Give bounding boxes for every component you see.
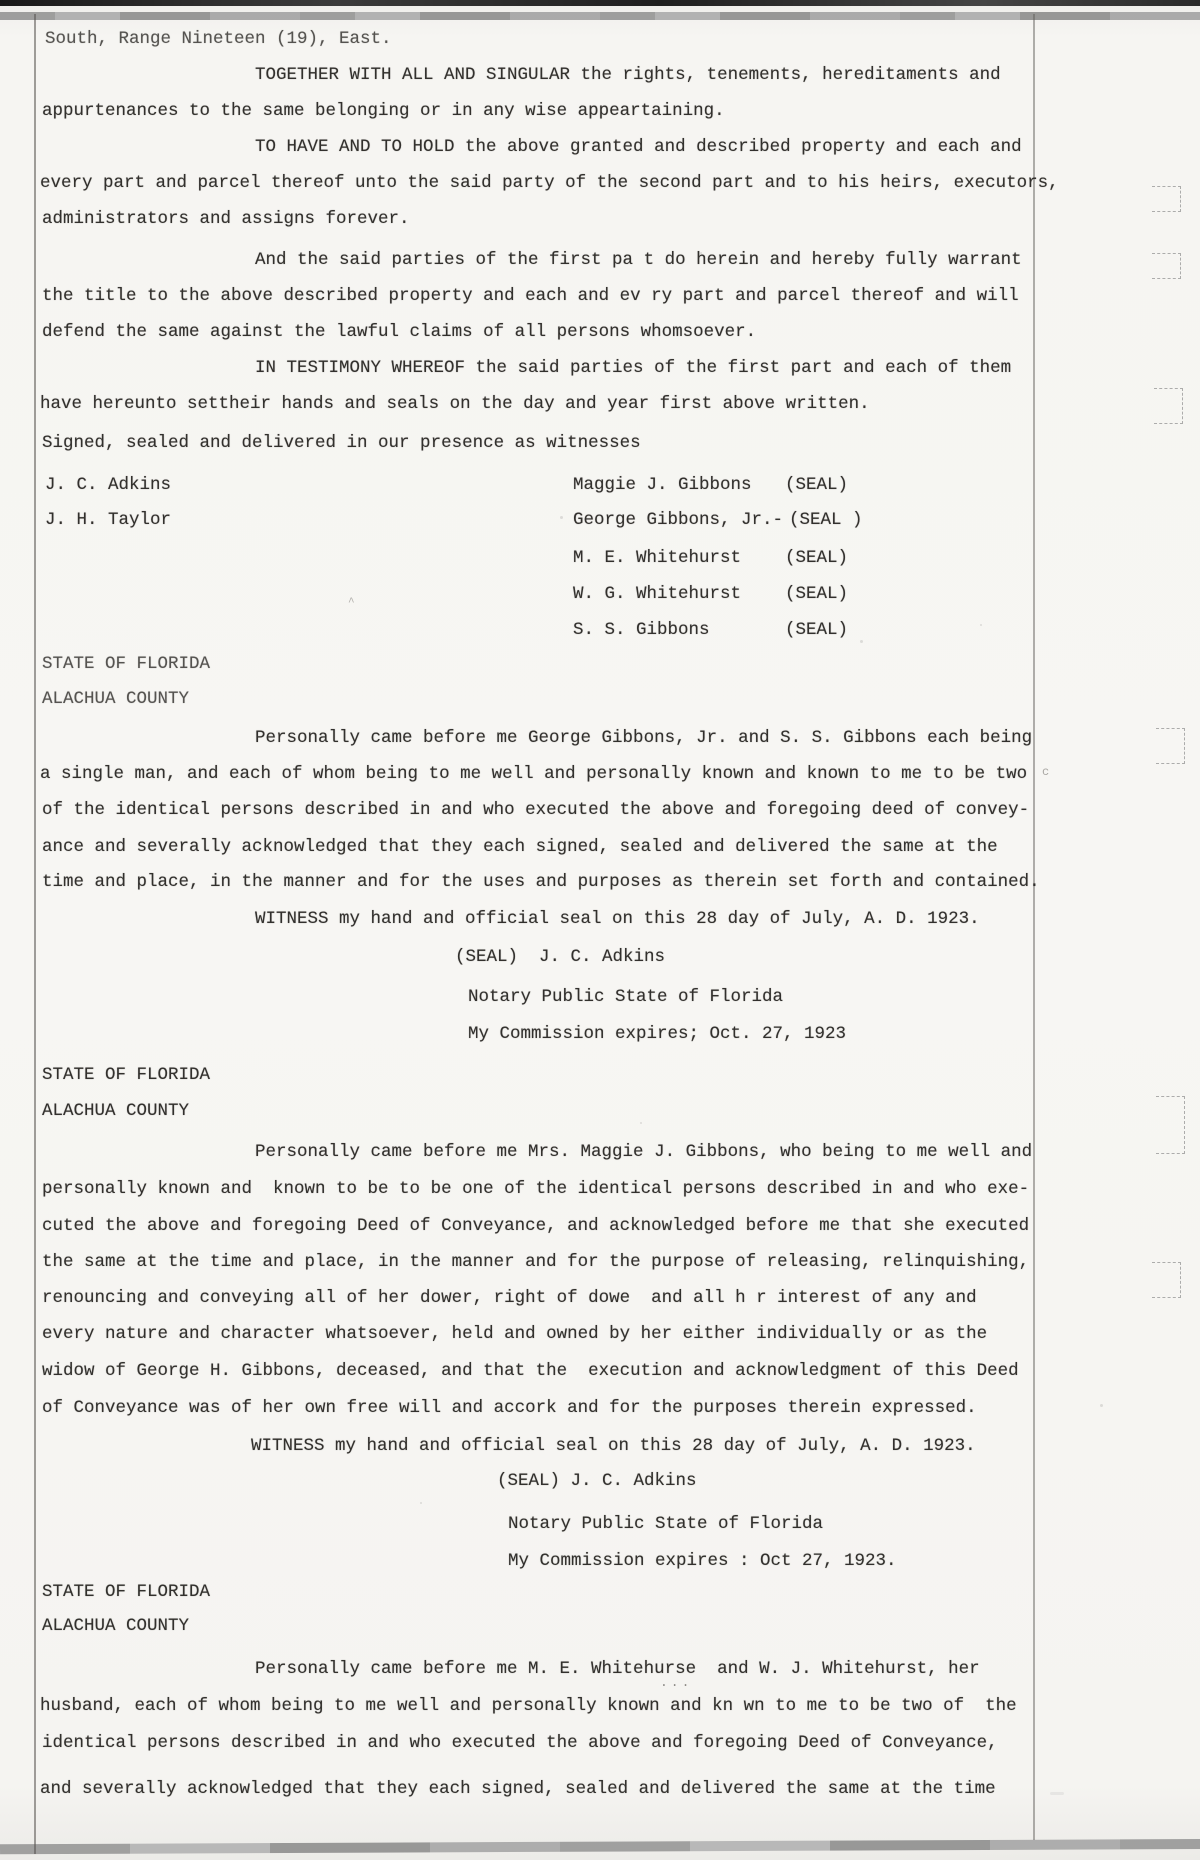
ack-paragraph-line: widow of George H. Gibbons, deceased, and that the execution and acknowledgment of this Deed — [42, 1361, 1019, 1381]
ack-paragraph-line: Personally came before me Mrs. Maggie J. Gibbons, who being to me well and — [255, 1142, 1033, 1162]
corner-registration-mark — [1156, 728, 1185, 764]
corner-registration-mark — [1152, 1262, 1181, 1298]
deed-closing-line: appurtenances to the same belonging or in any wise appeartaining. — [42, 101, 725, 121]
grantor-signature-seal: (SEAL) — [785, 475, 849, 495]
grantor-signature-name: W. G. Whitehurst — [573, 584, 742, 604]
commission-expiry-line: My Commission expires; Oct. 27, 1923 — [468, 1024, 847, 1044]
ack-paragraph-line: identical persons described in and who executed the above and foregoing Deed of Conveyance, — [42, 1733, 998, 1753]
grantor-signature-seal: (SEAL ) — [789, 510, 863, 530]
state-heading: STATE OF FLORIDA — [42, 1582, 211, 1602]
ack-paragraph-line: Personally came before me George Gibbons, Jr. and S. S. Gibbons each being — [255, 728, 1033, 748]
commission-expiry-line: My Commission expires : Oct 27, 1923. — [508, 1551, 897, 1571]
ack-paragraph-line: a single man, and each of whom being to me well and personally known and known to me to be two — [40, 764, 1028, 784]
scan-top-edge-band — [0, 0, 1200, 6]
county-heading: ALACHUA COUNTY — [42, 1101, 190, 1121]
grantor-signature-seal: (SEAL) — [785, 548, 849, 568]
ack-paragraph-line: cuted the above and foregoing Deed of Conveyance, and acknowledged before me that she executed — [42, 1216, 1030, 1236]
grantor-signature-name: Maggie J. Gibbons — [573, 475, 752, 495]
ack-paragraph-line: renouncing and conveying all of her dower, right of dowe and all h r interest of any and — [42, 1288, 977, 1308]
deed-closing-line: IN TESTIMONY WHEREOF the said parties of the first part and each of them — [255, 358, 1012, 378]
witness-signature: J. H. Taylor — [45, 510, 172, 530]
grantor-signature-seal: (SEAL) — [785, 620, 849, 640]
deed-closing-line: TO HAVE AND TO HOLD the above granted and described property and each and — [255, 137, 1022, 157]
witness-seal-line: WITNESS my hand and official seal on this 28 day of July, A. D. 1923. — [251, 1436, 976, 1456]
deed-closing-line: defend the same against the lawful claims of all persons whomsoever. — [42, 322, 757, 342]
deed-closing-line: every part and parcel thereof unto the said party of the second part and to his heirs, executors, — [40, 173, 1059, 193]
stray-ink-mark: c — [1042, 765, 1050, 779]
grantor-signature-seal: (SEAL) — [785, 584, 849, 604]
ack-paragraph-line: every nature and character whatsoever, held and owned by her either individually or as the — [42, 1324, 988, 1344]
scan-bottom-edge-band — [0, 1839, 1200, 1854]
notary-title-line: Notary Public State of Florida — [508, 1514, 824, 1534]
right-margin-rule — [1033, 14, 1035, 1840]
ack-paragraph-line: and severally acknowledged that they each signed, sealed and delivered the same at the time — [40, 1779, 996, 1799]
notary-seal-signature: (SEAL) J. C. Adkins — [455, 947, 666, 967]
witness-signature: J. C. Adkins — [45, 475, 172, 495]
corner-registration-mark — [1154, 388, 1183, 424]
ack-paragraph-line: of the identical persons described in and who executed the above and foregoing deed of convey- — [42, 800, 1030, 820]
deed-closing-line: And the said parties of the first pa t do herein and hereby fully warrant — [255, 250, 1022, 270]
county-heading: ALACHUA COUNTY — [42, 689, 190, 709]
state-heading: STATE OF FLORIDA — [42, 654, 211, 674]
ack-paragraph-line: time and place, in the manner and for the uses and purposes as therein set forth and contained. — [42, 872, 1040, 892]
deed-closing-line: have hereunto settheir hands and seals on the day and year first above written. — [40, 394, 870, 414]
ack-paragraph-line: ance and severally acknowledged that they each signed, sealed and delivered the same at the — [42, 837, 998, 857]
left-margin-rule — [34, 14, 36, 1854]
corner-registration-mark — [1152, 186, 1181, 212]
deed-closing-line: TOGETHER WITH ALL AND SINGULAR the rights, tenements, hereditaments and — [255, 65, 1001, 85]
typed-correction-dots: ... — [660, 1675, 693, 1690]
deed-closing-line: South, Range Nineteen (19), East. — [45, 29, 392, 49]
corner-registration-mark — [1152, 253, 1181, 279]
grantor-signature-name: M. E. Whitehurst — [573, 548, 742, 568]
stray-caret-mark: ^ — [348, 597, 355, 609]
grantor-signature-name: S. S. Gibbons — [573, 620, 710, 640]
state-heading: STATE OF FLORIDA — [42, 1065, 211, 1085]
ack-paragraph-line: husband, each of whom being to me well and personally known and kn wn to me to be two of the — [40, 1696, 1017, 1716]
scan-top-shadow-band — [0, 12, 1200, 20]
corner-registration-mark — [1156, 1096, 1185, 1154]
county-heading: ALACHUA COUNTY — [42, 1616, 190, 1636]
grantor-signature-name: George Gibbons, Jr.- — [573, 510, 784, 530]
witness-attestation-line: Signed, sealed and delivered in our presence as witnesses — [42, 433, 641, 453]
notary-title-line: Notary Public State of Florida — [468, 987, 784, 1007]
ack-paragraph-line: personally known and known to be to be one of the identical persons described in and who exe- — [42, 1179, 1030, 1199]
ack-paragraph-line: Personally came before me M. E. Whitehurse and W. J. Whitehurst, her — [255, 1659, 980, 1679]
witness-seal-line: WITNESS my hand and official seal on this 28 day of July, A. D. 1923. — [255, 909, 980, 929]
deed-closing-line: administrators and assigns forever. — [42, 209, 410, 229]
notary-seal-signature: (SEAL) J. C. Adkins — [497, 1471, 697, 1491]
deed-closing-line: the title to the above described property and each and ev ry part and parcel thereof and will — [42, 286, 1019, 306]
ack-paragraph-line: of Conveyance was of her own free will and accork and for the purposes therein expressed. — [42, 1398, 977, 1418]
ack-paragraph-line: the same at the time and place, in the manner and for the purpose of releasing, relinquishing, — [42, 1252, 1030, 1272]
